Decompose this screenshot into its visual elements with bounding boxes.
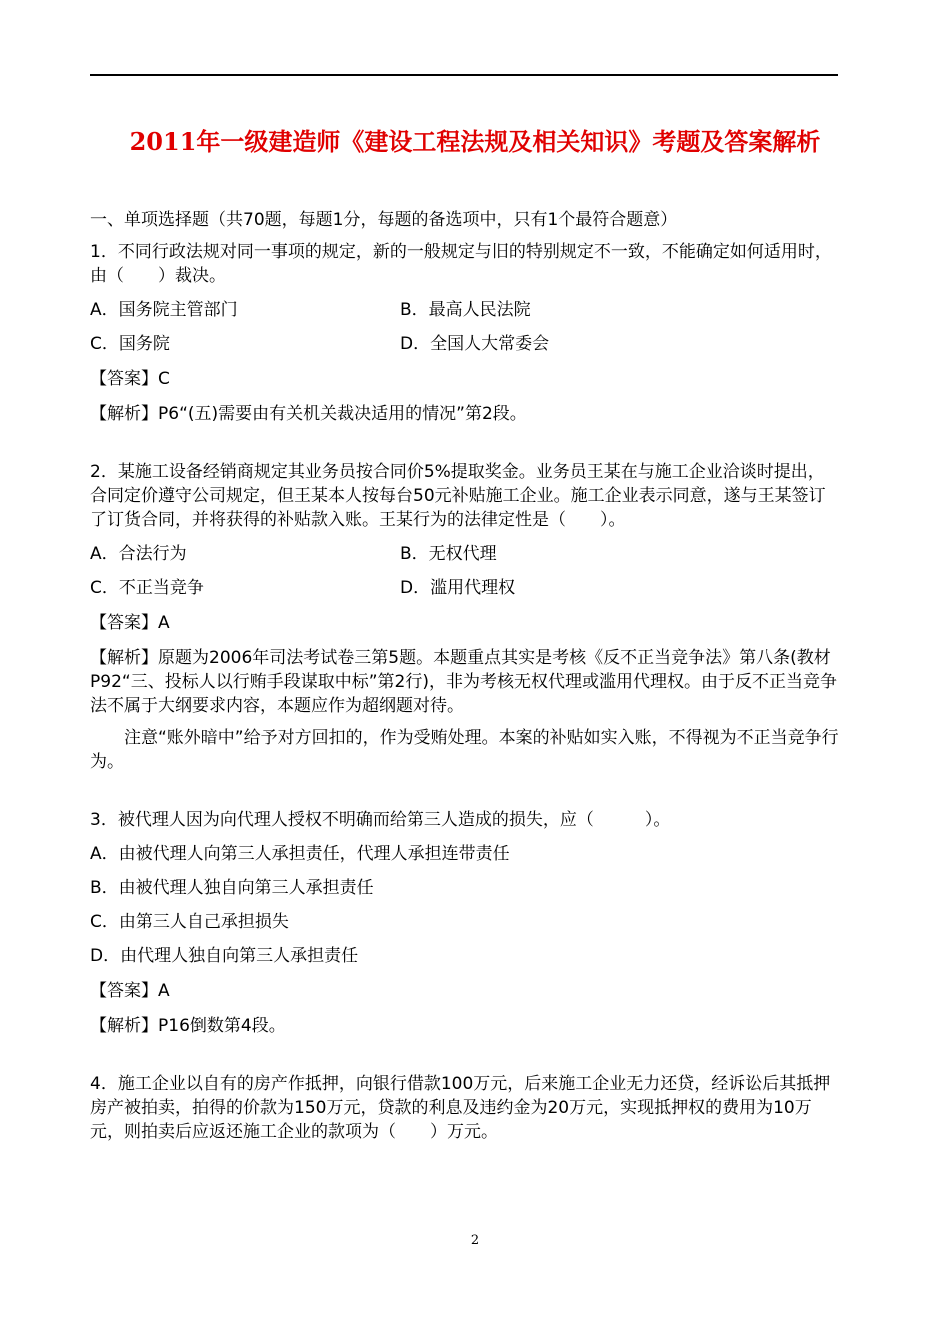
question-stem: 3．被代理人因为向代理人授权不明确而给第三人造成的损失，应（ ）。 xyxy=(90,810,671,830)
section-header: 一、单项选择题（共70题，每题1分，每题的备选项中，只有1个最符合题意） xyxy=(90,210,678,230)
document-body xyxy=(90,208,840,1144)
question-1 xyxy=(90,240,840,426)
note: 注意“账外暗中”给予对方回扣的，作为受贿处理。本案的补贴如实入账，不得视为不正当竞争行为。 xyxy=(90,728,839,772)
header-rule xyxy=(90,74,838,76)
answer: 【答案】C xyxy=(90,369,170,389)
page-number: 2 xyxy=(470,1233,480,1248)
option-a: A．合法行为 xyxy=(90,544,187,564)
option-b: B．无权代理 xyxy=(400,544,497,564)
option-b: B．由被代理人独自向第三人承担责任 xyxy=(90,878,374,898)
explanation: 【解析】原题为2006年司法考试卷三第5题。本题重点其实是考核《反不正当竞争法》第八条(教材P92“三、投标人以行贿手段谋取中标”第2行)，非为考核无权代理或滥用代理权。由于反不正当竞争法不属于大纲要求内容，本题应作为超纲题对待。 xyxy=(90,648,837,716)
options-grid xyxy=(90,542,840,600)
question-stem: 2．某施工设备经销商规定其业务员按合同价5%提取奖金。业务员王某在与施工企业洽谈时提出，合同定价遵守公司规定，但王某本人按每台50元补贴施工企业。施工企业表示同意，遂与王某签订了订货合同，并将获得的补贴款入账。王某行为的法律定性是（ ）。 xyxy=(90,462,826,530)
answer: 【答案】A xyxy=(90,981,170,1001)
option-b: B．最高人民法院 xyxy=(400,300,531,320)
answer: 【答案】A xyxy=(90,613,170,633)
document-title: 2011年一级建造师《建设工程法规及相关知识》考题及答案解析 xyxy=(129,127,821,156)
options-grid xyxy=(90,298,840,356)
question-stem: 4．施工企业以自有的房产作抵押，向银行借款100万元，后来施工企业无力还贷，经诉讼后其抵押房产被拍卖，拍得的价款为150万元，贷款的利息及违约金为20万元，实现抵押权的费用为10万元，则拍卖后应返还施工企业的款项为（ ）万元。 xyxy=(90,1074,831,1142)
option-a: A．由被代理人向第三人承担责任，代理人承担连带责任 xyxy=(90,844,510,864)
explanation: 【解析】P16倒数第4段。 xyxy=(90,1016,286,1036)
explanation: 【解析】P6“(五)需要由有关机关裁决适用的情况”第2段。 xyxy=(90,404,527,424)
option-a: A．国务院主管部门 xyxy=(90,300,238,320)
option-c: C．不正当竞争 xyxy=(90,578,204,598)
option-d: D．由代理人独自向第三人承担责任 xyxy=(90,946,359,966)
option-d: D．滥用代理权 xyxy=(400,578,516,598)
question-stem: 1．不同行政法规对同一事项的规定，新的一般规定与旧的特别规定不一致，不能确定如何适用时，由（ ）裁决。 xyxy=(90,242,832,286)
question-2 xyxy=(90,460,840,774)
question-3 xyxy=(90,808,840,1038)
option-c: C．由第三人自己承担损失 xyxy=(90,912,289,932)
option-d: D．全国人大常委会 xyxy=(400,334,550,354)
option-c: C．国务院 xyxy=(90,334,170,354)
question-4 xyxy=(90,1072,840,1144)
